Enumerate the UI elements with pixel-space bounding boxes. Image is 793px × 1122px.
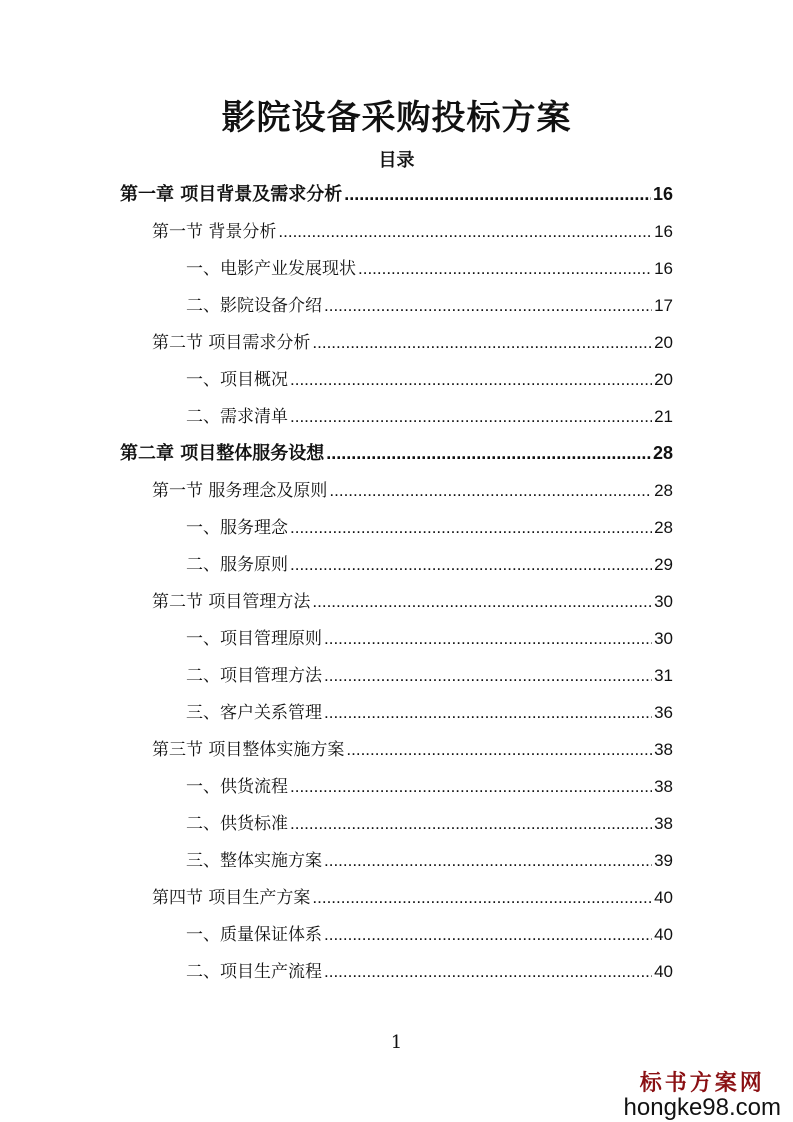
toc-entry-label: 第二章 项目整体服务设想 [120, 443, 325, 464]
toc-leader-dots [312, 324, 652, 361]
toc-entry-label: 第一节 服务理念及原则 [152, 481, 328, 501]
toc-entry-label: 一、质量保证体系 [186, 925, 322, 945]
toc-leader-dots [312, 879, 652, 916]
page-number: 1 [390, 1032, 403, 1053]
toc-section[interactable] [152, 324, 673, 361]
toc-entry-label: 二、影院设备介绍 [186, 296, 322, 316]
toc-leader-dots [324, 842, 652, 879]
toc-page-number: 38 [654, 777, 673, 796]
toc-subsection[interactable] [186, 805, 673, 842]
toc-subsection[interactable] [186, 657, 673, 694]
toc-page-number: 38 [654, 814, 673, 833]
toc-entry-label: 一、供货流程 [186, 777, 288, 797]
toc-leader-dots [290, 546, 652, 583]
toc-entry-label: 二、服务原则 [186, 555, 288, 575]
toc-leader-dots [326, 435, 651, 472]
toc-page-number: 40 [654, 962, 673, 981]
toc-subsection[interactable] [186, 509, 673, 546]
toc-entry-label: 第一章 项目背景及需求分析 [120, 184, 343, 205]
toc-entry-label: 第二节 项目需求分析 [152, 333, 311, 353]
toc-section[interactable] [152, 472, 673, 509]
toc-subsection[interactable] [186, 842, 673, 879]
toc-leader-dots [290, 398, 652, 435]
toc-chapter-2[interactable] [120, 435, 673, 472]
toc-page-number: 16 [654, 222, 673, 241]
toc-entry-label: 第一节 背景分析 [152, 222, 277, 242]
site-watermark [624, 1066, 781, 1121]
toc-page-number: 40 [654, 888, 673, 907]
toc-subsection[interactable] [186, 287, 673, 324]
toc-leader-dots [344, 176, 651, 213]
toc-page-number: 20 [654, 333, 673, 352]
toc-page-number: 39 [654, 851, 673, 870]
toc-entry-label: 一、项目管理原则 [186, 629, 322, 649]
toc-subsection[interactable] [186, 398, 673, 435]
toc-section[interactable] [152, 213, 673, 250]
toc-section[interactable] [152, 879, 673, 916]
toc-subsection[interactable] [186, 768, 673, 805]
toc-heading: 目录 [378, 150, 415, 171]
toc-entry-label: 三、整体实施方案 [186, 851, 322, 871]
toc-page-number: 29 [654, 555, 673, 574]
toc-leader-dots [329, 472, 652, 509]
toc-leader-dots [324, 916, 652, 953]
toc-entry-label: 第四节 项目生产方案 [152, 888, 311, 908]
toc-section[interactable] [152, 583, 673, 620]
toc-page-number: 36 [654, 703, 673, 722]
toc-page-number: 16 [652, 184, 673, 204]
toc-entry-label: 二、项目生产流程 [186, 962, 322, 982]
toc-subsection[interactable] [186, 953, 673, 990]
toc-leader-dots [324, 953, 652, 990]
toc-leader-dots [290, 805, 652, 842]
toc-page-number: 40 [654, 925, 673, 944]
toc-subsection[interactable] [186, 620, 673, 657]
toc-entry-label: 第二节 项目管理方法 [152, 592, 311, 612]
toc-leader-dots [290, 509, 652, 546]
toc-subsection[interactable] [186, 361, 673, 398]
toc-leader-dots [312, 583, 652, 620]
toc-entry-label: 二、供货标准 [186, 814, 288, 834]
toc-entry-label: 第三节 项目整体实施方案 [152, 740, 345, 760]
toc-leader-dots [324, 657, 652, 694]
watermark-url: hongke98.com [623, 1094, 781, 1121]
toc-page-number: 17 [654, 296, 673, 315]
toc-entry-label: 二、项目管理方法 [186, 666, 322, 686]
toc-chapter-1[interactable] [120, 176, 673, 213]
toc-page-number: 38 [654, 740, 673, 759]
toc-page-number: 30 [654, 629, 673, 648]
toc-entry-label: 二、需求清单 [186, 407, 288, 427]
toc-leader-dots [358, 250, 652, 287]
toc-page-number: 16 [654, 259, 673, 278]
document-title: 影院设备采购投标方案 [221, 98, 572, 138]
toc-entry-label: 三、客户关系管理 [186, 703, 322, 723]
toc-leader-dots [324, 620, 652, 657]
toc-page-number: 28 [652, 443, 673, 463]
toc-page-number: 21 [654, 407, 673, 426]
toc-page-number: 20 [654, 370, 673, 389]
toc-page-number: 28 [654, 481, 673, 500]
toc-leader-dots [324, 694, 652, 731]
toc-leader-dots [346, 731, 652, 768]
toc-section[interactable] [152, 731, 673, 768]
toc-leader-dots [290, 768, 652, 805]
watermark-site-name: 标书方案网 [639, 1070, 765, 1096]
toc-entry-label: 一、服务理念 [186, 518, 288, 538]
toc-leader-dots [324, 287, 652, 324]
toc-entry-label: 一、项目概况 [186, 370, 288, 390]
toc-subsection[interactable] [186, 546, 673, 583]
toc-leader-dots [278, 213, 652, 250]
toc-page-number: 30 [654, 592, 673, 611]
toc-page-number: 31 [654, 666, 673, 685]
toc-leader-dots [290, 361, 652, 398]
toc-entry-label: 一、电影产业发展现状 [186, 259, 356, 279]
toc-subsection[interactable] [186, 694, 673, 731]
toc-subsection[interactable] [186, 250, 673, 287]
toc-subsection[interactable] [186, 916, 673, 953]
toc-page-number: 28 [654, 518, 673, 537]
